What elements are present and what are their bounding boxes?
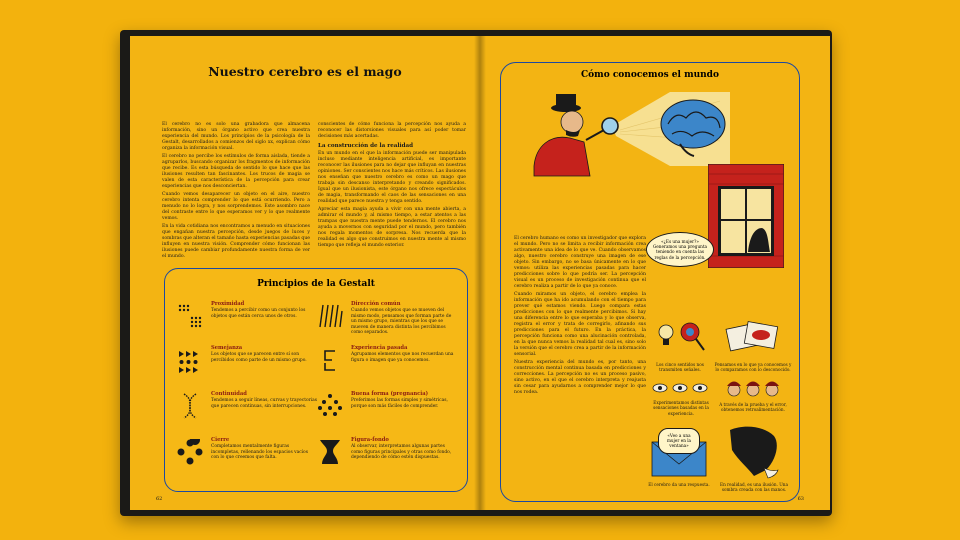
page-title: Nuestro cerebro es el mago <box>208 64 402 79</box>
book-gutter <box>474 36 486 510</box>
window-illustration <box>708 164 784 268</box>
section-heading: La construcción de la realidad <box>318 143 414 149</box>
gestalt-item-text: Cuando vemos objetos que se mueven del mismo modo, pensamos que forman parte de un mismo grupo, mientras que los que se mueven de manera distinta los percibimos como separados. <box>351 308 452 336</box>
page-number: 62 <box>156 496 163 502</box>
diamond-dots-icon <box>317 393 343 419</box>
gestalt-item-common-direction <box>317 301 457 339</box>
caption: Experimentamos distintas sensaciones basadas en la experiencia. <box>653 400 709 416</box>
gestalt-item-title: Figura-fondo <box>351 437 389 443</box>
right-page <box>480 36 830 510</box>
eyes-illustration <box>650 378 712 398</box>
gestalt-item-title: Semejanza <box>211 345 243 351</box>
photos-illustration <box>724 318 782 358</box>
paragraph: Nuestra experiencia del mundo es, por tanto, una construcción mental continua basada en predicciones y correcciones. La percepción no es un proceso pasivo, sino activo, en el que el cerebro interpreta y reajusta sin cesar para ayudarnos a comprender mejor lo que nos rodea. <box>514 360 646 395</box>
gestalt-item-closure <box>177 437 317 475</box>
hand-shadow-illustration <box>724 420 784 480</box>
gestalt-item-title: Experiencia pasada <box>351 345 408 351</box>
paragraph: conscientes de cómo funciona la percepción nos ayuda a reconocer las distorsiones visuales para así poder tomar decisiones más acertadas. <box>318 122 466 139</box>
gestalt-title: Principios de la Gestalt <box>257 279 375 289</box>
paragraph: El cerebro no percibe los estímulos de forma aislada, tiende a agruparlos, buscando organizar los fragmentos de información que recibe. Es esta búsqueda de sentido lo que hace que las ilusiones resulten tan fascinantes. Los trucos de magia se valen de esta característica de la percepción para crear experiencias que nos desconciertan. <box>162 154 310 189</box>
caption: A través de la prueba y el error, obtenemos retroalimentación. <box>719 402 787 413</box>
caption: El cerebro da una respuesta. <box>648 482 710 487</box>
gestalt-item-title: Proximidad <box>211 301 245 307</box>
paragraph: Cuando miramos un objeto, el cerebro emplea la información que ha ido acumulando con el tiempo para prever qué estamos viendo. Luego compara estas predicciones con lo que realmente percibimos. Si hay una diferencia entre lo que esperaba y lo que observa, registra el error y trata de corregirlo, afinando sus predicciones para el futuro. En la práctica, la percepción funciona como una alucinación controlada, en la que nunca vemos la realidad tal cual es, sino solo la versión que el cerebro crea a partir de la información sensorial. <box>514 292 646 357</box>
speech-bubble-answer: «Veo a una mujer en la ventana» <box>658 428 700 454</box>
gestalt-item-title: Dirección común <box>351 301 401 307</box>
gestalt-panel <box>164 268 468 492</box>
left-page <box>130 36 480 510</box>
parallel-lines-icon <box>317 303 343 329</box>
gestalt-item-proximity <box>177 301 317 339</box>
triangles-icon <box>177 347 203 373</box>
caption: Pensamos en lo que ya conocemos y lo comparamos con lo desconocido. <box>714 362 792 373</box>
gestalt-item-text: Completamos mentalmente figuras incompletas, rellenando los espacios vacíos con lo que creemos que falta. <box>211 444 308 461</box>
thought-bubble-question: «¿Es una mujer?» Generamos una pregunta teniendo en cuenta las reglas de la percepción. <box>646 232 714 267</box>
closure-circles-icon <box>177 439 203 465</box>
gestalt-item-title: Cierre <box>211 437 230 443</box>
gestalt-item-continuity <box>177 391 317 429</box>
vase-faces-icon <box>317 439 343 465</box>
right-body-column <box>514 236 646 398</box>
gestalt-item-text: Los objetos que se parecen entre sí son percibidos como parte de un mismo grupo. <box>211 352 307 363</box>
gestalt-item-good-form <box>317 391 457 429</box>
faces-illustration <box>724 376 782 400</box>
gestalt-item-similarity <box>177 345 317 383</box>
gestalt-item-title: Continuidad <box>211 391 247 397</box>
gestalt-item-figure-ground <box>317 437 457 475</box>
left-column-2 <box>318 122 466 251</box>
detective-brain-illustration <box>530 86 730 206</box>
paragraph: Cuando vemos desaparecer un objeto en el aire, nuestro cerebro intenta comprender lo que está ocurriendo. Pero a menudo no lo logra, y nos sorprendemos. Este asombro nace del contraste entre lo que esperamos ver y lo que realmente vemos. <box>162 192 310 221</box>
gestalt-item-text: Preferimos las formas simples y simétricas, porque son más fáciles de comprender. <box>351 398 448 409</box>
left-column-1 <box>162 122 310 262</box>
gestalt-item-text: Tendemos a percibir como un conjunto los objetos que están cerca unos de otros. <box>211 308 306 319</box>
senses-illustration <box>654 318 708 358</box>
page-number: 63 <box>797 496 804 502</box>
gestalt-item-text: Agrupamos elementos que nos recuerdan una figura o imagen que ya conocemos. <box>351 352 454 363</box>
letter-shape-icon <box>317 347 343 373</box>
panel-title: Cómo conocemos el mundo <box>581 70 719 80</box>
caption: Los cinco sentidos nos transmiten señales. <box>656 362 704 373</box>
paragraph: En la vida cotidiana nos encontramos a menudo en situaciones que engañan nuestra percepción, desde juegos de luces y sombras que alteran el tamaño hasta experiencias pasadas que influyen en nuestra visión. Comprender cómo funcionan las ilusiones puede cambiar profundamente nuestra forma de ver el mundo. <box>162 224 310 259</box>
paragraph: Apreciar esta magia ayuda a vivir con una mente abierta, a admirar el mundo y, al mismo tiempo, a estar atentos a las trampas que nuestra mente puede tendernos. El cerebro nos ayuda a movernos con seguridad por el mundo, pero también nos regala momentos de sorpresa. Nos recuerda que la realidad es algo que construimos en nuestra mente al mismo tiempo que refleja el mundo exterior. <box>318 207 466 248</box>
proximity-icon <box>177 303 203 329</box>
gestalt-item-title: Buena forma (pregnancia) <box>351 391 429 397</box>
paragraph: El cerebro no es solo una grabadora que almacena información, sino un órgano activo que crea nuestra experiencia del mundo. Los principios de la psicología de la Gestalt, desarrollados a comienzos del siglo xx, explican cómo organiza la información visual. <box>162 122 310 151</box>
gestalt-item-text: Tendemos a seguir líneas, curvas y trayectorias que parecen continuas, sin interrupciones. <box>211 398 317 409</box>
caption: En realidad, es una ilusión. Una sombra creada con las manos. <box>720 482 788 493</box>
gestalt-item-text: Al observar, interpretamos algunas partes como figuras principales y otras como fondo, dependiendo de cómo estén dispuestas. <box>351 444 452 461</box>
crossing-curves-icon <box>177 393 203 419</box>
paragraph: El cerebro humano es como un investigador que explora el mundo. Pero no se limita a recibir información crea activamente una idea de lo que ve. Cuando observamos algo, nuestro cerebro construye una imagen de ese objeto. Sin embargo, no se basa únicamente en lo que vemos: utiliza las experiencias pasadas para hacer predicciones sobre lo que podría ser. La percepción visual es un proceso de investigación continua que el cerebro realiza a partir de lo que ya conoce. <box>514 236 646 289</box>
paragraph: En un mundo en el que la información puede ser manipulada incluso mediante inteligencia artificial, es importante reconocer las ilusiones para no dejar que influyan en nuestras opiniones. Ser conscientes nos hace más críticos. Las ilusiones nos enseñan que nuestro cerebro es como un mago que trabaja sin descanso interpretando y creando significados. Igual que un ilusionista, este órgano nos ofrece espectáculos de magia, transformando el caos de las sensaciones en una realidad que parece nuestra y tenga sentido. <box>318 151 466 204</box>
gestalt-item-past-experience <box>317 345 457 383</box>
